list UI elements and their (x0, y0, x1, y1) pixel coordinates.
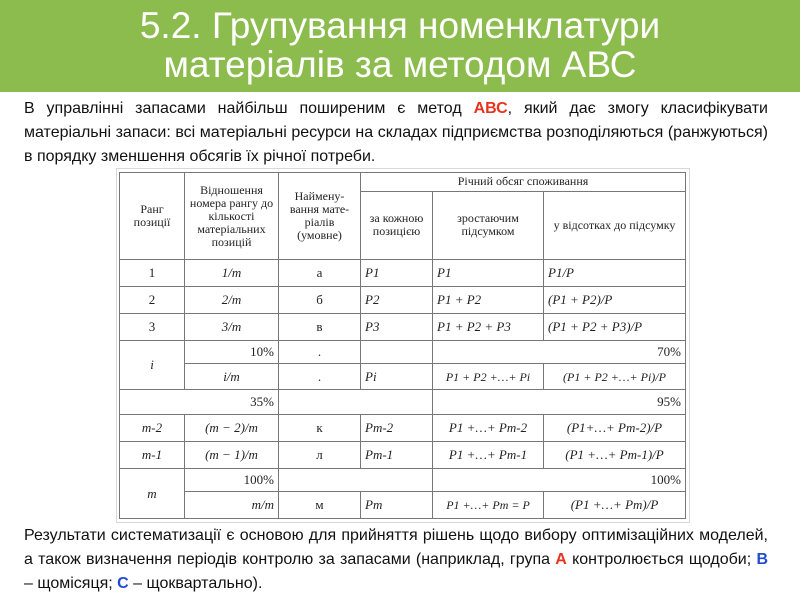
cell-95pct: 95% (433, 390, 686, 415)
cell-rank-i: i (120, 340, 185, 390)
cell-cumulative: P1 +…+ Pm-1 (433, 442, 544, 469)
header-name: Наймену-вання мате-ріалів (умовне) (279, 173, 361, 260)
table-row (120, 313, 686, 340)
cell-percent: (P1 + P2 +…+ Pi)/P (544, 363, 686, 390)
cell-ratio: i/m (185, 363, 279, 390)
table-row (120, 469, 686, 492)
cell-name: к (279, 415, 361, 442)
outro-text-2: контролюється щодоби; (566, 551, 757, 568)
cell-cumulative: P1 +…+ Pm-2 (433, 415, 544, 442)
abc-table (119, 172, 686, 519)
abc-highlight: АВС (473, 100, 508, 117)
cell-percent: (P1 + P2 + P3)/P (544, 313, 686, 340)
outro-text-3: – щомісяця; (24, 575, 118, 592)
header-percent: у відсотках до підсумку (544, 191, 686, 259)
cell-name-dot: . (279, 340, 361, 363)
cell-ratio: 3/m (185, 313, 279, 340)
slide-title-line-1: 5.2. Групування номенклатури (139, 5, 661, 46)
cell-percent: (P1 +…+ Pm-1)/P (544, 442, 686, 469)
table-row (120, 390, 686, 415)
group-a-highlight: А (555, 551, 567, 568)
slide-title (0, 6, 800, 84)
table-row (120, 286, 686, 313)
cell-ratio: 2/m (185, 286, 279, 313)
table-row (120, 363, 686, 390)
header-rank: Ранг позиції (120, 173, 185, 260)
cell-percent-100pct: 100% (433, 469, 686, 492)
cell-percent: P1/P (544, 260, 686, 287)
table-row (120, 491, 686, 518)
cell-each: P2 (361, 286, 433, 313)
cell-ratio: 1/m (185, 260, 279, 287)
outro-text-1: Результати систематизації є основою для прийняття рішень щодо вибору оптимізаційних моделей, а також визначення періодів контролю за запасами (наприклад, група (24, 527, 768, 568)
intro-text-2: , який дає змогу класифікувати матеріальні запаси: всі матеріальні ресурси на складах підприємства розподіляються (ранжуються) в порядку зменшення обсягів їх річної потреби. (24, 100, 768, 165)
cell-each: Pi (361, 363, 433, 390)
header-ratio: Відношення номера рангу до кількості матеріальних позицій (185, 173, 279, 260)
cell-percent: (P1+…+ Pm-2)/P (544, 415, 686, 442)
slide-title-line-2: матеріалів за методом АВС (163, 44, 637, 85)
cell-rank: 3 (120, 313, 185, 340)
cell-ratio: m/m (185, 491, 279, 518)
cell-each: Pm-1 (361, 442, 433, 469)
cell-percent: (P1 +…+ Pm)/P (544, 491, 686, 518)
abc-table-image (117, 169, 689, 522)
table-row (120, 340, 686, 363)
cell-ratio-10pct: 10% (185, 340, 279, 363)
cell-rank: 2 (120, 286, 185, 313)
outro-text-4: – щоквартально). (128, 575, 263, 592)
cell-empty (279, 469, 433, 492)
header-each-position: за кожною позицією (361, 191, 433, 259)
group-b-highlight: В (756, 551, 768, 568)
cell-empty (279, 390, 433, 415)
group-c-highlight: С (117, 575, 129, 592)
table-row (120, 415, 686, 442)
cell-rank-m: m (120, 469, 185, 519)
intro-text-1: В управлінні запасами найбільш поширеним є метод (24, 100, 474, 117)
cell-each: P3 (361, 313, 433, 340)
table-row (120, 442, 686, 469)
cell-rank: 1 (120, 260, 185, 287)
cell-cumulative: P1 (433, 260, 544, 287)
header-cumulative: зростаючим підсумком (433, 191, 544, 259)
cell-each: P1 (361, 260, 433, 287)
cell-name: б (279, 286, 361, 313)
cell-name: а (279, 260, 361, 287)
cell-rank: m-2 (120, 415, 185, 442)
cell-cumulative: P1 +…+ Pm = P (433, 491, 544, 518)
table-row (120, 260, 686, 287)
cell-cumulative: P1 + P2 (433, 286, 544, 313)
conclusion-paragraph (24, 524, 768, 596)
intro-paragraph (24, 97, 768, 169)
cell-ratio: (m − 1)/m (185, 442, 279, 469)
cell-name: . (279, 363, 361, 390)
title-banner (0, 0, 800, 92)
cell-empty (361, 340, 433, 363)
cell-percent: (P1 + P2)/P (544, 286, 686, 313)
cell-ratio: (m − 2)/m (185, 415, 279, 442)
cell-cumulative: P1 + P2 + P3 (433, 313, 544, 340)
cell-cumulative: P1 + P2 +…+ Pi (433, 363, 544, 390)
cell-name: в (279, 313, 361, 340)
cell-each: Pm-2 (361, 415, 433, 442)
cell-percent-70pct: 70% (433, 340, 686, 363)
cell-rank: m-1 (120, 442, 185, 469)
cell-ratio-100pct: 100% (185, 469, 279, 492)
cell-35pct: 35% (120, 390, 279, 415)
cell-each: Pm (361, 491, 433, 518)
cell-name: м (279, 491, 361, 518)
header-annual-consumption: Річний обсяг споживання (361, 173, 686, 192)
cell-name: л (279, 442, 361, 469)
